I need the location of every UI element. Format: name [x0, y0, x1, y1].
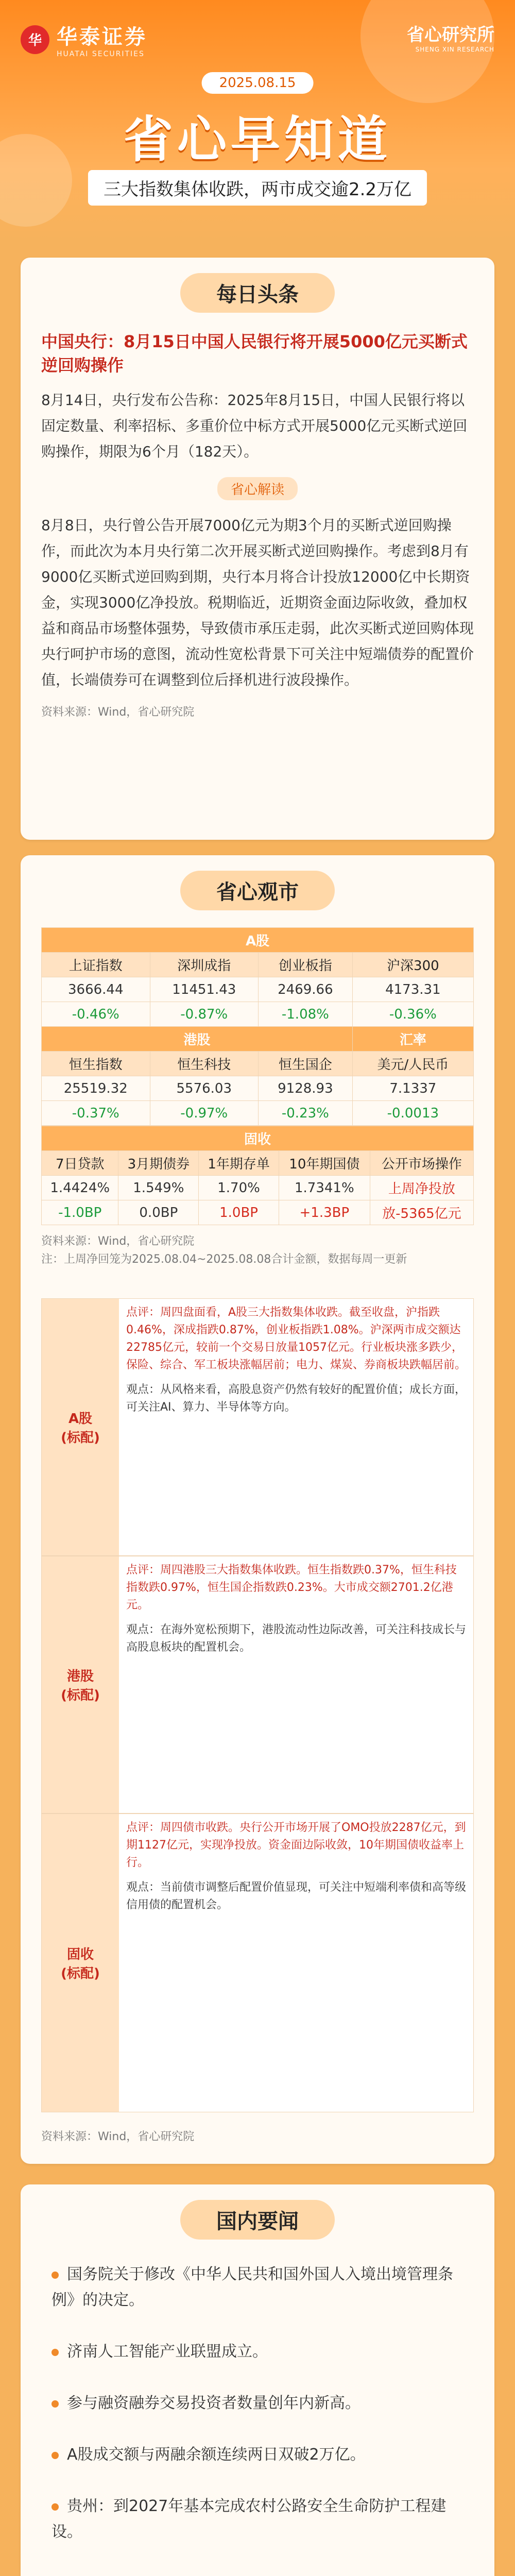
market-table [41, 927, 474, 1126]
view-row-ashare [41, 1298, 474, 1556]
section-title: 国内要闻 [180, 2200, 335, 2240]
table-head-ashare: A股 [42, 928, 474, 953]
col-label: 3月期债券 [118, 1151, 199, 1176]
change-cell: -0.0013 [352, 1101, 473, 1126]
change-cell: -0.23% [259, 1101, 353, 1126]
research-en: SHENG XIN RESEARCH [415, 46, 494, 53]
news-item[interactable] [52, 2391, 464, 2416]
change-cell: -1.08% [259, 1002, 353, 1027]
change-cell: 1.0BP [199, 1200, 279, 1225]
page-title: 省心早知道 [124, 111, 391, 168]
brand-en: HUATAI SECURITIES [57, 50, 145, 58]
bullet-icon [52, 2349, 59, 2356]
change-cell: -1.0BP [42, 1200, 118, 1225]
col-label: 深圳成指 [150, 953, 259, 977]
change-cell: -0.87% [150, 1002, 259, 1027]
brand-name: 华泰证券 [57, 25, 147, 49]
section-headline [21, 258, 494, 840]
research-brand [407, 21, 494, 53]
value-cell: 1.4424% [42, 1176, 118, 1200]
value-cell: 7.1337 [352, 1076, 473, 1101]
row-label: 港股 [66, 1669, 94, 1684]
row-sublabel: (标配) [61, 1688, 100, 1703]
date-badge: 2025.08.15 [202, 72, 314, 94]
row-sublabel: (标配) [61, 1430, 100, 1446]
news-text: A股成交额与两融余额连续两日双破2万亿。 [67, 2446, 366, 2464]
col-label: 创业板指 [259, 953, 353, 977]
value-cell: 3666.44 [42, 977, 150, 1002]
bullet-icon [52, 2400, 59, 2408]
bullet-icon [52, 2452, 59, 2459]
value-cell: 5576.03 [150, 1076, 259, 1101]
headline-body: 8月14日，央行发布公告称：2025年8月15日，中国人民银行将以固定数量、利率招标、多重价位中标方式开展5000亿元买断式逆回购操作，期限为6个月（182天）。 [41, 392, 468, 460]
value-cell: 1.70% [199, 1176, 279, 1200]
comment-text: 点评：周四债市收跌。央行公开市场开展了OMO投放2287亿元，到期1127亿元，实现净投放。资金面边际收敛，10年期国债收益率上行。 [126, 1821, 466, 1869]
table-head-bond: 固收 [42, 1126, 474, 1151]
change-cell: -0.37% [42, 1101, 150, 1126]
news-text: 参与融资融券交易投资者数量创年内新高。 [67, 2394, 360, 2412]
news-text: 贵州：到2027年基本完成农村公路安全生命防护工程建设。 [52, 2497, 447, 2541]
brand-logo-group [21, 21, 147, 58]
change-cell: 放-5365亿元 [370, 1200, 473, 1225]
col-label: 上证指数 [42, 953, 150, 977]
view-text: 观点：在海外宽松预期下，港股流动性边际改善，可关注科技成长与高股息板块的配置机会。 [126, 1623, 467, 1654]
comment-text: 点评：周四盘面看，A股三大指数集体收跌。截至收盘，沪指跌0.46%，深成指跌0.87%，创业板指跌1.08%。沪深两市成交额达22785亿元，较前一个交易日放量1057亿元。行业板块涨多跌少，保险、综合、军工板块涨幅居前；电力、煤炭、券商板块跌幅居前。 [126, 1306, 467, 1371]
bond-table [41, 1126, 474, 1225]
news-item[interactable] [52, 2262, 464, 2313]
change-cell: -0.36% [352, 1002, 473, 1027]
value-cell: 2469.66 [259, 977, 353, 1002]
page-subtitle: 三大指数集体收跌，两市成交逾2.2万亿 [88, 170, 427, 206]
value-cell: 1.549% [118, 1176, 199, 1200]
col-label: 恒生指数 [42, 1052, 150, 1076]
change-cell: -0.46% [42, 1002, 150, 1027]
table-head-fx: 汇率 [352, 1027, 473, 1052]
row-sublabel: (标配) [61, 1966, 100, 1981]
news-item[interactable] [52, 2494, 464, 2545]
col-label: 7日贷款 [42, 1151, 118, 1176]
value-cell: 9128.93 [259, 1076, 353, 1101]
change-cell: 0.0BP [118, 1200, 199, 1225]
change-cell: +1.3BP [279, 1200, 370, 1225]
value-cell: 4173.31 [352, 977, 473, 1002]
news-text: 济南人工智能产业联盟成立。 [67, 2343, 268, 2361]
change-cell: -0.97% [150, 1101, 259, 1126]
comment-text: 点评：周四港股三大指数集体收跌。恒生指数跌0.37%，恒生科技指数跌0.97%，恒生国企指数跌0.23%。大市成交额2701.2亿港元。 [126, 1564, 457, 1612]
news-text: 国务院关于修改《中华人民共和国外国人入境出境管理条例》的决定。 [52, 2265, 453, 2309]
table-head-hk: 港股 [42, 1027, 353, 1052]
source-note: 资料来源：Wind，省心研究院 [41, 706, 195, 719]
value-cell: 1.7341% [279, 1176, 370, 1200]
hero-banner [0, 0, 515, 242]
col-label: 1年期存单 [199, 1151, 279, 1176]
view-row-hk [41, 1556, 474, 1814]
data-note: 注：上周净回笼为2025.08.04~2025.08.08合计金额，数据每周一更新 [41, 1253, 407, 1266]
section-domestic-news [21, 2184, 494, 2576]
interpretation-body: 8月8日，央行曾公告开展7000亿元为期3个月的买断式逆回购操作，而此次为本月央行第二次开展买断式逆回购操作。考虑到8月有9000亿买断式逆回购到期，央行本月将合计投放12000亿中长期资金，实现3000亿净投放。税期临近，近期资金面边际收敛，叠加权益和商品市场整体强势，导致债市承压走弱，此次买断式逆回购体现央行呵护市场的意图，流动性宽松背景下可关注中短端债券的配置价值，长端债券可在调整到位后择机进行波段操作。 [41, 517, 474, 688]
news-item[interactable] [52, 2339, 464, 2365]
view-row-bond [41, 1814, 474, 2112]
value-cell: 25519.32 [42, 1076, 150, 1101]
bullet-icon [52, 2503, 59, 2511]
research-name: 省心研究所 [407, 25, 494, 45]
row-label: A股 [68, 1411, 93, 1427]
section-title: 每日头条 [180, 273, 335, 313]
col-label: 公开市场操作 [370, 1151, 473, 1176]
col-label: 10年期国债 [279, 1151, 370, 1176]
section-market [21, 855, 494, 2164]
bullet-icon [52, 2272, 59, 2279]
section-title: 省心观市 [180, 871, 335, 910]
col-label: 恒生科技 [150, 1052, 259, 1076]
source-note: 资料来源：Wind，省心研究院 [41, 2130, 195, 2143]
row-label: 固收 [66, 1947, 94, 1962]
headline-title[interactable]: 中国央行：8月15日中国人民银行将开展5000亿元买断式逆回购操作 [41, 332, 468, 375]
col-label: 美元/人民币 [352, 1052, 473, 1076]
brand-logo-icon: 华 [21, 25, 49, 54]
col-label: 沪深300 [352, 953, 473, 977]
news-item[interactable] [52, 2442, 464, 2468]
view-text: 观点：当前债市调整后配置价值显现，可关注中短端利率债和高等级信用债的配置机会。 [126, 1881, 467, 1911]
value-cell: 上周净投放 [370, 1176, 473, 1200]
view-text: 观点：从风格来看，高股息资产仍然有较好的配置价值；成长方面，可关注AI、算力、半导体等方向。 [126, 1383, 467, 1414]
col-label: 恒生国企 [259, 1052, 353, 1076]
value-cell: 11451.43 [150, 977, 259, 1002]
interpretation-tag: 省心解读 [217, 477, 298, 500]
source-note: 资料来源：Wind，省心研究院 [41, 1235, 195, 1248]
